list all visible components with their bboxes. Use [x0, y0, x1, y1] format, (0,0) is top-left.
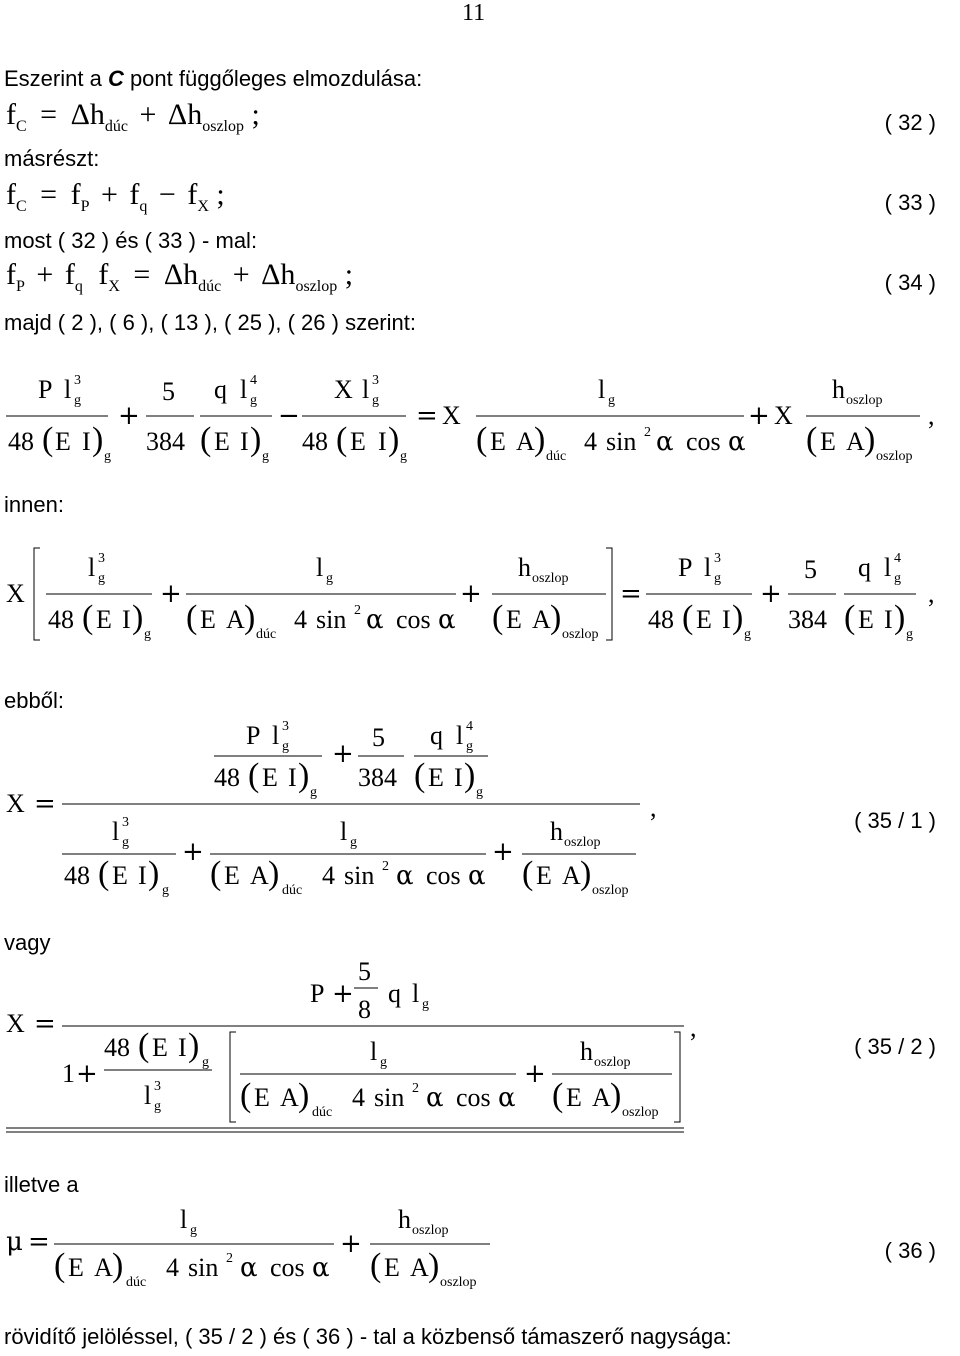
svg-text:A: A: [562, 861, 581, 890]
svg-text:+: +: [748, 401, 770, 431]
svg-text:(: (: [82, 599, 94, 636]
svg-text:E: E: [96, 605, 112, 634]
svg-text:P: P: [310, 979, 325, 1008]
svg-text:(: (: [476, 421, 488, 458]
svg-text:α: α: [366, 605, 384, 635]
svg-text:g: g: [250, 393, 257, 408]
svg-text:384: 384: [788, 605, 827, 634]
svg-text:): ): [894, 599, 906, 636]
svg-text:384: 384: [146, 427, 185, 456]
svg-text:+: +: [182, 837, 204, 867]
svg-text:l: l: [272, 721, 280, 750]
svg-text:(: (: [414, 757, 426, 794]
equation-34: $f_P + f_q$ $f_X = \Delta h_{dúc} + \Delta h_{oszlop}$ ;: [6, 258, 354, 295]
svg-text:E: E: [858, 605, 874, 634]
svg-text:g: g: [104, 449, 111, 464]
svg-text:+: +: [492, 837, 514, 867]
svg-text:g: g: [422, 997, 429, 1012]
text-pont-elmozdulasa: pont függőleges elmozdulása:: [123, 66, 423, 91]
svg-text:): ): [298, 1077, 310, 1114]
svg-text:1: 1: [62, 1059, 75, 1088]
svg-text:α: α: [312, 1253, 330, 1283]
svg-text:cos: cos: [686, 427, 721, 456]
svg-text:(: (: [138, 1027, 150, 1064]
svg-text:4: 4: [466, 719, 473, 734]
svg-text:A: A: [516, 427, 535, 456]
svg-text:+: +: [524, 1059, 546, 1089]
svg-text:3: 3: [74, 373, 81, 388]
svg-text:E: E: [506, 605, 522, 634]
text-majd: majd ( 2 ), ( 6 ), ( 13 ), ( 25 ), ( 26 ) szerint:: [4, 310, 416, 335]
svg-text:(: (: [54, 1247, 66, 1284]
svg-text:3: 3: [714, 551, 721, 566]
svg-text:g: g: [98, 571, 105, 586]
svg-text:μ: μ: [6, 1227, 23, 1257]
svg-text:dúc: dúc: [256, 627, 277, 642]
svg-text:=: =: [620, 579, 642, 609]
svg-text:A: A: [250, 861, 269, 890]
svg-text:+: +: [760, 579, 782, 609]
svg-text:4: 4: [166, 1253, 179, 1282]
svg-text:g: g: [744, 627, 751, 642]
svg-text:(: (: [336, 421, 348, 458]
svg-text:α: α: [240, 1253, 258, 1283]
equation-compatibility: [0, 360, 960, 470]
svg-text:,: ,: [928, 401, 935, 430]
svg-text:l: l: [456, 721, 464, 750]
equation-35-2: [0, 956, 960, 1136]
svg-text:+: +: [332, 979, 354, 1009]
svg-text:(: (: [492, 599, 504, 636]
svg-text:I: I: [454, 763, 463, 792]
svg-text:g: g: [466, 739, 473, 754]
svg-text:I: I: [240, 427, 249, 456]
svg-text:): ): [92, 421, 104, 458]
svg-text:q: q: [388, 979, 401, 1008]
svg-text:(: (: [186, 599, 198, 636]
svg-text:48: 48: [104, 1033, 130, 1062]
svg-text:): ): [464, 757, 476, 794]
text-most: most ( 32 ) és ( 33 ) - mal:: [4, 228, 258, 253]
svg-text:A: A: [410, 1253, 429, 1282]
svg-text:3: 3: [372, 373, 379, 388]
svg-text:E: E: [262, 763, 278, 792]
svg-text:,: ,: [690, 1013, 697, 1042]
text-innen: innen:: [4, 492, 64, 517]
svg-text:4: 4: [250, 373, 257, 388]
svg-text:sin: sin: [344, 861, 375, 890]
svg-text:I: I: [138, 861, 147, 890]
svg-text:E: E: [254, 1083, 270, 1112]
svg-text:g: g: [372, 393, 379, 408]
text-vagy: vagy: [4, 930, 51, 955]
svg-text:48: 48: [302, 427, 328, 456]
svg-text:X: X: [442, 401, 461, 430]
equation-36: [0, 1200, 960, 1296]
svg-text:g: g: [310, 785, 317, 800]
svg-text:): ): [550, 599, 562, 636]
svg-text:): ): [580, 855, 592, 892]
svg-text:+: +: [160, 579, 182, 609]
svg-text:g: g: [190, 1223, 197, 1238]
equation-number-32: ( 32 ): [884, 110, 936, 135]
svg-text:48: 48: [48, 605, 74, 634]
text-rovidito: rövidítő jelöléssel, ( 35 / 2 ) és ( 36 ) - tal a közbenső támaszerő nagysága:: [4, 1324, 732, 1349]
svg-text:l: l: [884, 553, 892, 582]
svg-text:): ): [428, 1247, 440, 1284]
svg-text:+: +: [76, 1059, 98, 1089]
svg-text:P: P: [246, 721, 261, 750]
point-c-label: C: [107, 66, 124, 91]
svg-text:(: (: [552, 1077, 564, 1114]
svg-text:5: 5: [162, 377, 175, 406]
svg-text:): ): [610, 1077, 622, 1114]
equation-innen: [0, 540, 960, 650]
svg-text:384: 384: [358, 763, 397, 792]
svg-text:X: X: [6, 1009, 25, 1038]
svg-text:): ): [148, 855, 160, 892]
svg-text:sin: sin: [606, 427, 637, 456]
svg-text:+: +: [118, 401, 140, 431]
svg-text:A: A: [280, 1083, 299, 1112]
svg-text:dúc: dúc: [282, 883, 303, 898]
svg-text:cos: cos: [396, 605, 431, 634]
svg-text:): ): [732, 599, 744, 636]
svg-text:l: l: [412, 979, 420, 1008]
svg-text:g: g: [202, 1055, 209, 1070]
svg-text:48: 48: [214, 763, 240, 792]
svg-text:(: (: [522, 855, 534, 892]
svg-text:α: α: [438, 605, 456, 635]
svg-text:dúc: dúc: [312, 1105, 333, 1120]
svg-text:3: 3: [282, 719, 289, 734]
svg-text:(: (: [210, 855, 222, 892]
text-line-eszerint: [4, 66, 422, 92]
svg-text:E: E: [696, 605, 712, 634]
text-eszerint: Eszerint a: [4, 66, 108, 91]
svg-text:sin: sin: [316, 605, 347, 634]
svg-text:oszlop: oszlop: [622, 1105, 659, 1120]
svg-text:P: P: [678, 553, 693, 582]
svg-text:l: l: [362, 375, 370, 404]
svg-text:X: X: [6, 579, 25, 608]
svg-text:E: E: [536, 861, 552, 890]
equation-33: $f_C = f_P + f_q - f_X$ ;: [6, 178, 225, 215]
equation-number-36: ( 36 ): [884, 1238, 936, 1263]
svg-text:(: (: [42, 421, 54, 458]
svg-text:(: (: [200, 421, 212, 458]
svg-text:α: α: [426, 1083, 444, 1113]
svg-text:8: 8: [358, 995, 371, 1024]
svg-text:E: E: [490, 427, 506, 456]
page-number: 11: [462, 0, 486, 26]
svg-text:(: (: [806, 421, 818, 458]
equation-number-35-2: ( 35 / 2 ): [854, 1034, 936, 1059]
svg-text:P: P: [38, 375, 53, 404]
svg-text:h: h: [398, 1205, 411, 1234]
svg-text:l: l: [64, 375, 72, 404]
svg-text:g: g: [74, 393, 81, 408]
svg-text:(: (: [682, 599, 694, 636]
svg-text:α: α: [498, 1083, 516, 1113]
svg-text:g: g: [380, 1055, 387, 1070]
svg-text:X: X: [334, 375, 353, 404]
svg-text:g: g: [350, 835, 357, 850]
svg-text:5: 5: [372, 723, 385, 752]
equation-35-1: [0, 712, 960, 902]
svg-text:l: l: [598, 375, 606, 404]
svg-text:g: g: [906, 627, 913, 642]
svg-text:g: g: [144, 627, 151, 642]
svg-text:oszlop: oszlop: [846, 393, 883, 408]
svg-text:): ): [864, 421, 876, 458]
svg-text:l: l: [88, 553, 96, 582]
equation-32: $f_C = \Delta h_{dúc} + \Delta h_{oszlop}$ ;: [6, 98, 260, 135]
svg-text:oszlop: oszlop: [412, 1223, 449, 1238]
svg-text:2: 2: [354, 603, 361, 618]
svg-text:E: E: [55, 427, 71, 456]
svg-text:oszlop: oszlop: [564, 835, 601, 850]
svg-text:l: l: [316, 553, 324, 582]
svg-text:g: g: [282, 739, 289, 754]
svg-text:): ): [534, 421, 546, 458]
svg-text:5: 5: [804, 555, 817, 584]
svg-text:A: A: [94, 1253, 113, 1282]
svg-text:=: =: [416, 401, 438, 431]
svg-text:): ): [132, 599, 144, 636]
svg-text:g: g: [400, 449, 407, 464]
svg-text:l: l: [144, 1081, 152, 1110]
svg-text:): ): [250, 421, 262, 458]
svg-text:E: E: [350, 427, 366, 456]
svg-text:3: 3: [154, 1079, 161, 1094]
svg-text:): ): [188, 1027, 200, 1064]
svg-text:α: α: [396, 861, 414, 891]
svg-text:g: g: [326, 571, 333, 586]
svg-text:A: A: [532, 605, 551, 634]
svg-text:I: I: [288, 763, 297, 792]
svg-text:I: I: [82, 427, 91, 456]
svg-text:h: h: [832, 375, 845, 404]
svg-text:(: (: [370, 1247, 382, 1284]
svg-text:sin: sin: [374, 1083, 405, 1112]
svg-text:oszlop: oszlop: [876, 449, 913, 464]
svg-text:oszlop: oszlop: [562, 627, 599, 642]
svg-text:2: 2: [644, 425, 651, 440]
svg-text:2: 2: [412, 1081, 419, 1096]
svg-text:+: +: [340, 1229, 362, 1259]
svg-text:h: h: [518, 553, 531, 582]
svg-text:oszlop: oszlop: [594, 1055, 631, 1070]
svg-text:I: I: [178, 1033, 187, 1062]
svg-text:E: E: [428, 763, 444, 792]
svg-text:(: (: [248, 757, 260, 794]
svg-text:q: q: [430, 721, 443, 750]
equation-number-33: ( 33 ): [884, 190, 936, 215]
svg-text:oszlop: oszlop: [440, 1275, 477, 1290]
svg-text:): ): [112, 1247, 124, 1284]
svg-text:5: 5: [358, 957, 371, 986]
svg-text:=: =: [34, 789, 56, 819]
text-ebbol: ebből:: [4, 688, 64, 713]
svg-text:=: =: [34, 1009, 56, 1039]
svg-text:g: g: [154, 1099, 161, 1114]
svg-text:α: α: [656, 427, 674, 457]
svg-text:4: 4: [894, 551, 901, 566]
svg-text:4: 4: [584, 427, 597, 456]
svg-text:48: 48: [8, 427, 34, 456]
text-masreszt: másrészt:: [4, 146, 100, 171]
svg-text:48: 48: [64, 861, 90, 890]
svg-text:l: l: [112, 817, 120, 846]
svg-text:4: 4: [322, 861, 335, 890]
svg-text:cos: cos: [456, 1083, 491, 1112]
svg-text:2: 2: [226, 1251, 233, 1266]
svg-text:I: I: [122, 605, 131, 634]
svg-text:E: E: [820, 427, 836, 456]
svg-text:E: E: [566, 1083, 582, 1112]
svg-text:dúc: dúc: [546, 449, 567, 464]
text-illetve: illetve a: [4, 1172, 79, 1197]
svg-text:l: l: [180, 1205, 188, 1234]
svg-text:A: A: [592, 1083, 611, 1112]
svg-text:A: A: [226, 605, 245, 634]
svg-text:cos: cos: [270, 1253, 305, 1282]
svg-text:g: g: [162, 883, 169, 898]
svg-text:l: l: [340, 817, 348, 846]
svg-text:h: h: [580, 1037, 593, 1066]
svg-text:E: E: [224, 861, 240, 890]
svg-text:): ): [244, 599, 256, 636]
svg-text:g: g: [894, 571, 901, 586]
svg-text:E: E: [384, 1253, 400, 1282]
svg-text:3: 3: [122, 815, 129, 830]
svg-text:E: E: [112, 861, 128, 890]
svg-text:dúc: dúc: [126, 1275, 147, 1290]
svg-text:(: (: [240, 1077, 252, 1114]
svg-text:sin: sin: [188, 1253, 219, 1282]
svg-text:): ): [268, 855, 280, 892]
svg-text:E: E: [214, 427, 230, 456]
svg-text:=: =: [28, 1227, 50, 1257]
svg-text:X: X: [774, 401, 793, 430]
svg-text:oszlop: oszlop: [532, 571, 569, 586]
svg-text:E: E: [200, 605, 216, 634]
svg-text:cos: cos: [426, 861, 461, 890]
svg-text:q: q: [214, 375, 227, 404]
svg-text:(: (: [844, 599, 856, 636]
equation-number-35-1: ( 35 / 1 ): [854, 808, 936, 833]
svg-text:E: E: [68, 1253, 84, 1282]
svg-text:,: ,: [928, 579, 935, 608]
equation-number-34: ( 34 ): [884, 270, 936, 295]
svg-text:): ): [298, 757, 310, 794]
svg-text:X: X: [6, 789, 25, 818]
svg-text:2: 2: [382, 859, 389, 874]
svg-text:(: (: [98, 855, 110, 892]
svg-text:−: −: [278, 401, 300, 431]
svg-text:4: 4: [352, 1083, 365, 1112]
svg-text:g: g: [714, 571, 721, 586]
svg-text:E: E: [152, 1033, 168, 1062]
svg-text:l: l: [704, 553, 712, 582]
svg-text:g: g: [476, 785, 483, 800]
svg-text:I: I: [722, 605, 731, 634]
svg-text:l: l: [370, 1037, 378, 1066]
svg-text:g: g: [262, 449, 269, 464]
svg-text:3: 3: [98, 551, 105, 566]
svg-text:q: q: [858, 553, 871, 582]
svg-text:A: A: [846, 427, 865, 456]
svg-text:l: l: [240, 375, 248, 404]
svg-text:α: α: [728, 427, 746, 457]
svg-text:g: g: [608, 393, 615, 408]
svg-text:I: I: [378, 427, 387, 456]
svg-text:oszlop: oszlop: [592, 883, 629, 898]
svg-text:): ): [388, 421, 400, 458]
svg-text:α: α: [468, 861, 486, 891]
svg-text:,: ,: [650, 793, 657, 822]
svg-text:48: 48: [648, 605, 674, 634]
svg-text:+: +: [332, 739, 354, 769]
svg-text:h: h: [550, 817, 563, 846]
svg-text:4: 4: [294, 605, 307, 634]
svg-text:I: I: [884, 605, 893, 634]
svg-text:+: +: [460, 579, 482, 609]
svg-text:g: g: [122, 835, 129, 850]
